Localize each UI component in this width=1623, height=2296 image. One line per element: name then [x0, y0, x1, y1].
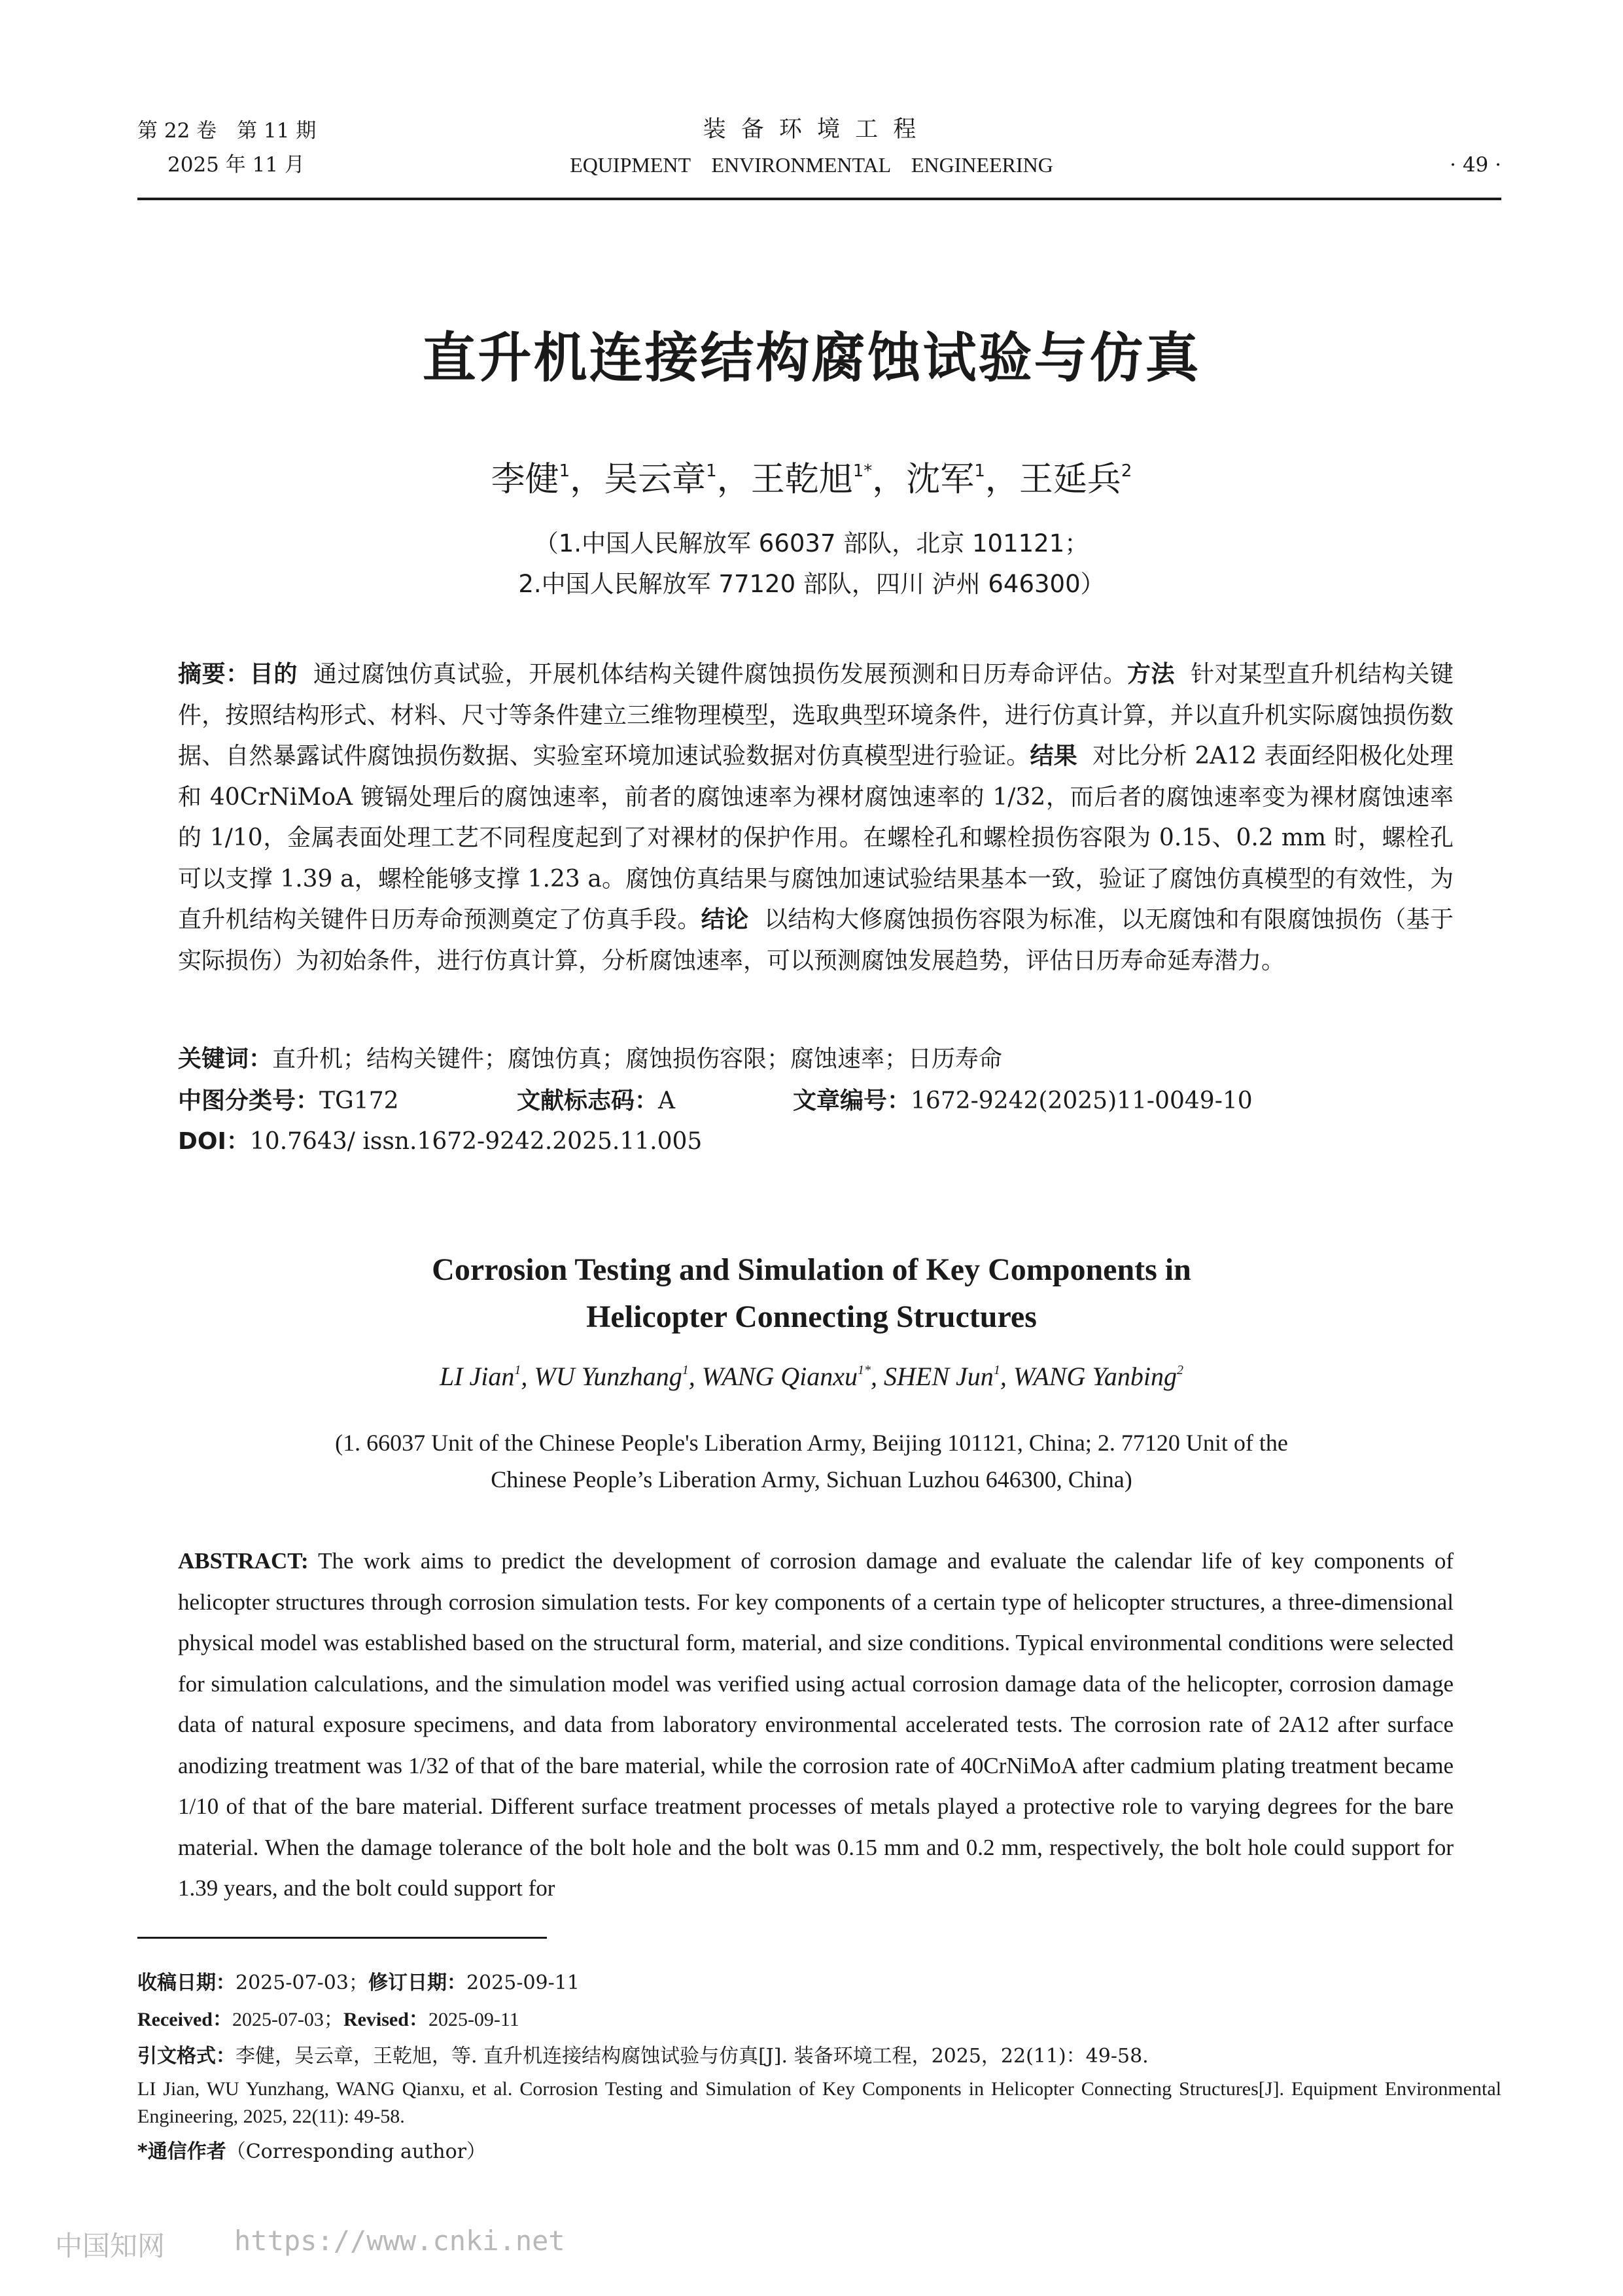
article-no-value: 1672-9242(2025)11-0049-10 [911, 1087, 1253, 1114]
header-rule [137, 198, 1501, 200]
abstract-method-label: 方法 [1126, 661, 1176, 688]
header-date: 2025 年 11 月 [167, 153, 305, 177]
author-cn: 王延兵$^2$ [1019, 460, 1132, 499]
doc-code-label: 文献标志码： [517, 1087, 659, 1114]
affiliation-cn-line: （1.中国人民解放军 66037 部队，北京 101121； [534, 529, 1089, 557]
clc-value: TG172 [319, 1087, 399, 1114]
author-en: SHEN Jun$^1$, [884, 1362, 1013, 1391]
author-cn: 吴云章$^1$， [604, 460, 751, 499]
authors-cn [0, 451, 1623, 501]
header-page-number: · 49 · [1450, 153, 1501, 177]
title-en-line: Helicopter Connecting Structures [586, 1299, 1037, 1334]
abstract-conclusion-text: 以结构大修腐蚀损伤容限为标准，以无腐蚀和有限腐蚀损伤（基于实际损伤）为初始条件，进行仿真计算，分析腐蚀速率，可以预测腐蚀发展趋势，评估日历寿命延寿潜力。 [178, 906, 1454, 974]
abstract-purpose-label: 目的 [249, 661, 298, 688]
article-no-label: 文章编号： [793, 1087, 911, 1114]
doi-value[interactable]: 10.7643/ issn.1672-9242.2025.11.005 [249, 1128, 703, 1155]
keywords-label: 关键词： [178, 1046, 273, 1072]
affiliation-cn-line: 2.中国人民解放军 77120 部队，四川 泸州 646300） [518, 570, 1105, 598]
abstract-result-text: 对比分析 2A12 表面经阳极化处理和 40CrNiMoA 镀镉处理后的腐蚀速率，前者的腐蚀速率为裸材腐蚀速率的 1/32，而后者的腐蚀速率变为裸材腐蚀速率的 1/10，金属表面处理工艺不同程度起到了对裸材的保护作用。在螺栓孔和螺栓损伤容限为 0.15、0.2 mm 时，螺栓孔可以支撑 1.39 a，螺栓能够支撑 1.23 a。腐蚀仿真结果与腐蚀加速试验结果基本一致，验证了腐蚀仿真模型的有效性，为直升机结构关键件日历寿命预测奠定了仿真手段。 [178, 743, 1454, 933]
author-en: WANG Yanbing$^2$ [1013, 1362, 1184, 1391]
author-en: LI Jian$^1$, [439, 1362, 534, 1391]
abstract-en-label: ABSTRACT: [178, 1548, 309, 1574]
keywords-line [178, 1040, 1002, 1074]
abstract-purpose-text: 通过腐蚀仿真试验，开展机体结构关键件腐蚀损伤发展预测和日历寿命评估。 [313, 661, 1127, 688]
article-no-line [793, 1082, 1253, 1116]
author-cn: 李健$^1$， [491, 460, 604, 499]
clc-label: 中图分类号： [178, 1087, 320, 1114]
keywords-value: 直升机；结构关键件；腐蚀仿真；腐蚀损伤容限；腐蚀速率；日历寿命 [272, 1046, 1003, 1072]
abstract-result-label: 结果 [1030, 743, 1077, 769]
abstract-method-text: 针对某型直升机结构关键件，按照结构形式、材料、尺寸等条件建立三维物理模型，选取典型环境条件，进行仿真计算，并以直升机实际腐蚀损伤数据、自然暴露试件腐蚀损伤数据、实验室环境加速试验数据对仿真模型进行验证。 [178, 661, 1454, 769]
footnote-dates-en: Received：2025-07-03；Revised：2025-09-11 [137, 2009, 519, 2030]
page-title-cn: 直升机连接结构腐蚀试验与仿真 [422, 327, 1201, 389]
doc-code-line [517, 1082, 675, 1116]
doi-line [178, 1123, 702, 1156]
footnote-citation-en: LI Jian, WU Yunzhang, WANG Qianxu, et al. Corrosion Testing and Simulation of Key Components in Helicopter Connecting Structures[J]. Equipment Environmental Engineering, 2025, 22(11): 49-58. [137, 2078, 1501, 2127]
affiliation-en-line: (1. 66037 Unit of the Chinese People's Liberation Army, Beijing 101121, China; 2. 77120 Unit of the [335, 1430, 1288, 1456]
doi-label: DOI： [178, 1128, 250, 1155]
affiliation-en-line: Chinese People’s Liberation Army, Sichuan Luzhou 646300, China) [491, 1466, 1132, 1492]
footnote-citation-cn: 引文格式：李健，吴云章，王乾旭，等. 直升机连接结构腐蚀试验与仿真[J]. 装备环境工程，2025，22(11)：49-58. [137, 2045, 1149, 2068]
author-cn: 王乾旭$^{1*}$， [750, 460, 907, 499]
watermark-site-name: 中国知网 [55, 2230, 166, 2262]
watermark-url[interactable]: https://www.cnki.net [234, 2225, 565, 2257]
header-journal-cn: 装 备 环 境 工 程 [703, 116, 920, 143]
affiliations-en [0, 1424, 1623, 1498]
abstract-conclusion-label: 结论 [701, 906, 749, 933]
authors-en [0, 1361, 1623, 1392]
doc-code-value: A [658, 1087, 676, 1114]
title-en-line: Corrosion Testing and Simulation of Key Components in [432, 1252, 1191, 1287]
author-en: WANG Qianxu$^{1*}$, [701, 1362, 884, 1391]
author-cn: 沈军$^1$， [906, 460, 1019, 499]
abstract-cn [178, 654, 1454, 981]
author-en: WU Yunzhang$^1$, [534, 1362, 702, 1391]
abstract-en-text: The work aims to predict the development of corrosion damage and evaluate the calendar life of key components of helicopter structures through corrosion simulation tests. For key components of a certain type of helicopter structures, a three-dimensional physical model was established based on the structural form, material, and size conditions. Typical environmental conditions were selected for simulation calculations, and the simulation model was verified using actual corrosion damage data of the helicopter, corrosion damage data of natural exposure specimens, and data from laboratory environmental accelerated tests. The corrosion rate of 2A12 after surface anodizing treatment was 1/32 of that of the bare material, while the corrosion rate of 40CrNiMoA after cadmium plating treatment became 1/10 of that of the bare material. Different surface treatment processes of metals played a protective role to varying degrees for the bare material. When the damage tolerance of the bolt hole and the bolt was 0.15 mm and 0.2 mm, respectively, the bolt hole could support for 1.39 years, and the bolt could support for [178, 1548, 1454, 1901]
header-journal-en: EQUIPMENT ENVIRONMENTAL ENGINEERING [570, 153, 1053, 177]
footnote-corresponding: *通信作者（Corresponding author） [137, 2140, 486, 2163]
footnote-rule [137, 1937, 547, 1939]
page-title-en [0, 1246, 1623, 1341]
abstract-cn-label: 摘要： [178, 661, 250, 688]
abstract-en [178, 1541, 1454, 1909]
header-volume-issue: 第 22 卷 第 11 期 [137, 119, 317, 143]
footnote-dates-cn: 收稿日期：2025-07-03；修订日期：2025-09-11 [137, 1971, 580, 1994]
clc-line [178, 1082, 399, 1116]
